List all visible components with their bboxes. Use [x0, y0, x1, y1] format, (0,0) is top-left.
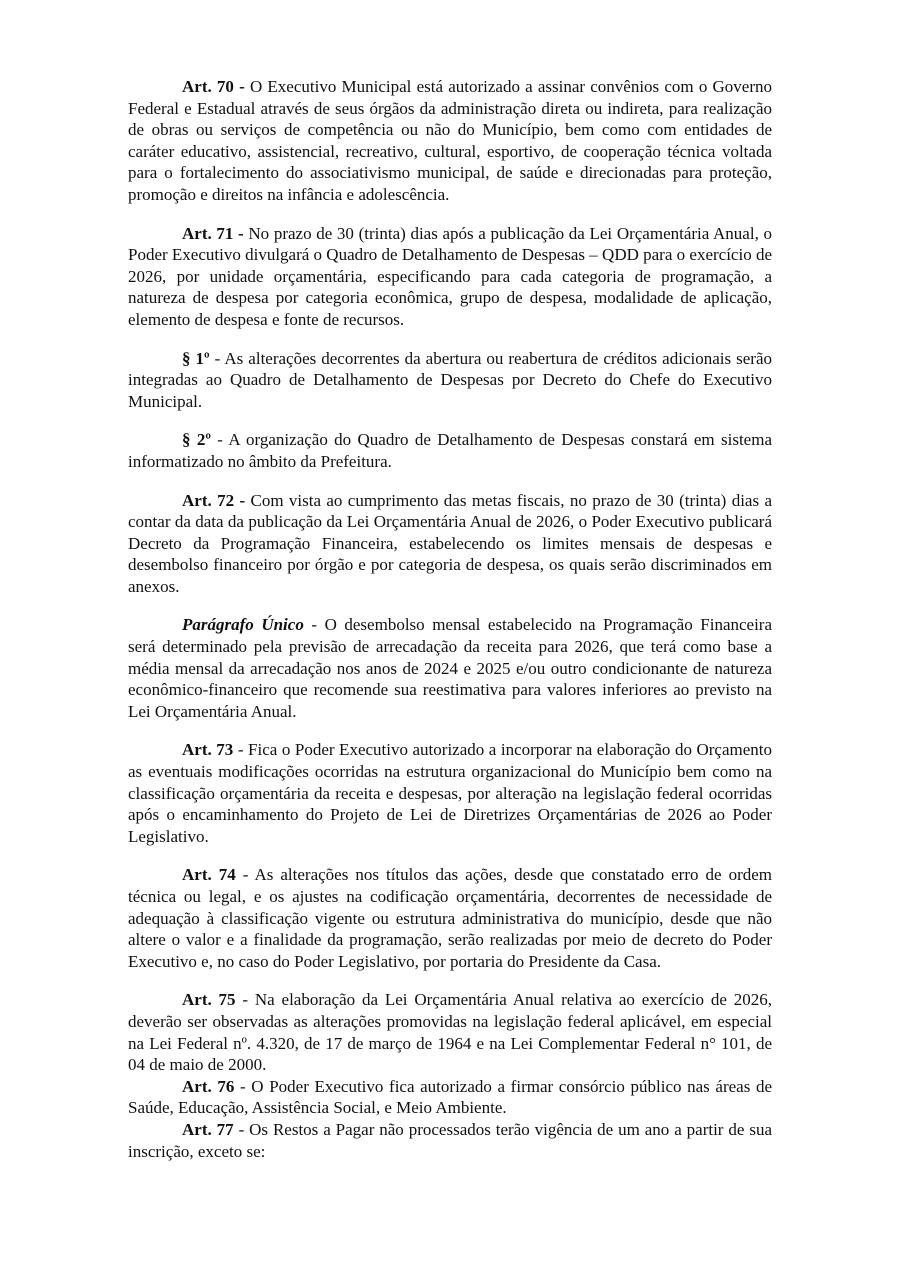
article-text: - Na elaboração da Lei Orçamentária Anual relativa ao exercício de 2026, deverão ser observadas as alterações promovidas na legislação federal aplicável, em especial na Lei Federal nº. 4.320, de 17 de março de 1964 e na Lei Complementar Federal n° 101, de 04 de maio de 2000.: [128, 990, 772, 1075]
paragraph-1: [128, 348, 772, 413]
article-label: Art. 73: [182, 740, 234, 760]
article-76: [128, 1076, 772, 1119]
article-text: - Os Restos a Pagar não processados terão vigência de um ano a partir de sua inscrição, exceto se:: [128, 1119, 773, 1161]
paragraph-2: [128, 429, 772, 472]
article-74: [128, 864, 772, 972]
article-77: [128, 1119, 772, 1162]
article-text: No prazo de 30 (trinta) dias após a publicação da Lei Orçamentária Anual, o Poder Executivo divulgará o Quadro de Detalhamento de Despesas – QDD para o exercício de 2026, por unidade orçamentária, especificando para cada categoria de programação, a natureza de despesa por categoria econômica, grupo de despesa, modalidade de aplicação, elemento de despesa e fonte de recursos.: [128, 223, 772, 329]
article-label: Art. 72 -: [182, 490, 246, 510]
article-73: [128, 739, 772, 847]
article-71: [128, 223, 772, 331]
paragrafo-unico: [128, 614, 772, 722]
article-text: - Fica o Poder Executivo autorizado a incorporar na elaboração do Orçamento as eventuais modificações ocorridas na estrutura organizacional do Município bem como na classificação orçamentária da receita e despesas, por alteração na legislação federal ocorridas após o encaminhamento do Projeto de Lei de Diretrizes Orçamentárias de 2026 ao Poder Legislativo.: [128, 740, 773, 846]
article-72: [128, 490, 772, 598]
article-label: Art. 74: [182, 865, 236, 885]
article-label: Art. 77: [182, 1119, 234, 1139]
article-text: - As alterações nos títulos das ações, desde que constatado erro de ordem técnica ou legal, e os ajustes na codificação orçamentária, decorrentes de necessidade de adequação à classificação vigente ou estrutura administrativa do município, desde que não altere o valor e a finalidade da programação, serão realizadas por meio de decreto do Poder Executivo e, no caso do Poder Legislativo, por portaria do Presidente da Casa.: [128, 865, 772, 971]
article-text: Com vista ao cumprimento das metas fiscais, no prazo de 30 (trinta) dias a contar da data da publicação da Lei Orçamentária Anual de 2026, o Poder Executivo publicará Decreto da Programação Financeira, estabelecendo os limites mensais de despesas e desembolso financeiro por órgão e por categoria de despesa, os quais serão discriminados em anexos.: [128, 490, 772, 596]
article-75: [128, 989, 772, 1075]
paragraph-text: - A organização do Quadro de Detalhamento de Despesas constará em sistema informatizado no âmbito da Prefeitura.: [128, 430, 772, 471]
article-label: Art. 76: [182, 1076, 235, 1096]
paragraph-label: § 2º: [182, 430, 211, 450]
article-text: - O Poder Executivo fica autorizado a firmar consórcio público nas áreas de Saúde, Educação, Assistência Social, e Meio Ambiente.: [128, 1076, 773, 1118]
article-text: O Executivo Municipal está autorizado a assinar convênios com o Governo Federal e Estadual através de seus órgãos da administração direta ou indireta, para realização de obras ou serviços de competência ou não do Município, bem como com entidades de caráter educativo, assistencial, recreativo, cultural, esportivo, de cooperação técnica voltada para o fortalecimento do associativismo municipal, de saúde e direcionadas para proteção, promoção e direitos na infância e adolescência.: [128, 77, 772, 204]
paragraph-text: - As alterações decorrentes da abertura ou reabertura de créditos adicionais serão integradas ao Quadro de Detalhamento de Despesas por Decreto do Chefe do Executivo Municipal.: [128, 348, 772, 411]
paragraph-text: - O desembolso mensal estabelecido na Programação Financeira será determinado pela previsão de arrecadação da receita para 2026, que terá como base a média mensal da arrecadação nos anos de 2024 e 2025 e/ou outro condicionante de natureza econômico-financeiro que recomende sua reestimativa para valores inferiores ao previsto na Lei Orçamentária Anual.: [128, 615, 773, 721]
article-label: Art. 71 -: [182, 223, 244, 243]
article-label: Art. 70 -: [182, 77, 245, 96]
article-70: [128, 76, 772, 206]
paragraph-label: Parágrafo Único: [182, 615, 304, 635]
article-label: Art. 75: [182, 990, 236, 1010]
paragraph-label: § 1º: [182, 348, 210, 368]
